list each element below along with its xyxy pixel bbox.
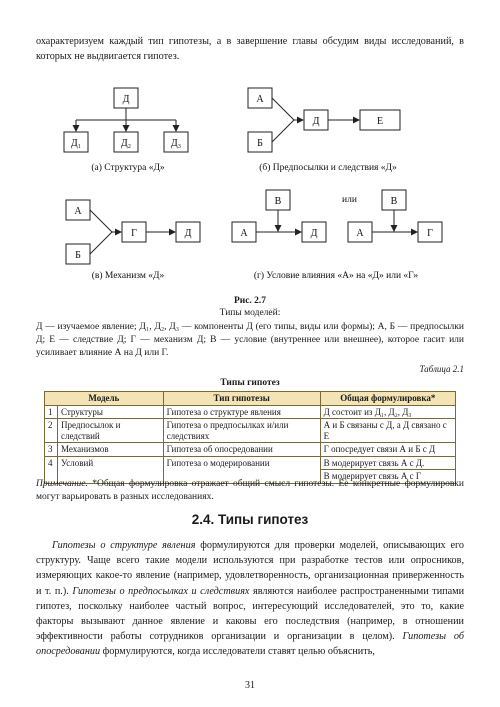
node-v-label: В (390, 196, 398, 207)
figure-subtitle: Типы моделей: (219, 308, 281, 318)
node-a-label: А (74, 206, 82, 217)
row-number: 1 (45, 405, 58, 419)
table-row (45, 405, 456, 419)
table-note (36, 478, 464, 504)
col-type: Тип гипотезы (163, 392, 320, 406)
body-paragraph (36, 538, 464, 660)
node-b-label: Б (257, 138, 263, 149)
diagram-condition (232, 190, 442, 281)
caption-g: (г) Условие влияния «А» на «Д» или «Г» (253, 271, 419, 281)
body-text: формулируются, когда исследователи ставят целью объяснить, (100, 646, 375, 658)
caption-b: (б) Предпосылки и следствия «Д» (259, 163, 397, 173)
model-cell: Механизмов (58, 443, 164, 457)
node-v-label: В (274, 196, 282, 207)
diagram-antecedents (248, 88, 400, 173)
figure-number: Рис. 2.7 (233, 296, 267, 306)
intro-paragraph: охарактеризуем каждый тип гипотезы, а в завершение главы обсудим виды исследований, в которых не выдвигается гипотез. (36, 36, 464, 63)
node-a-label: А (240, 228, 248, 239)
model-cell: Предпосылок и следствий (58, 419, 164, 443)
caption-a: (а) Структура «Д» (91, 163, 165, 173)
caption-v: (в) Механизм «Д» (91, 271, 165, 281)
formulation-cell: Д состоит из Д₁, Д₂, Д₃ (320, 405, 455, 419)
node-d-label: Д (122, 94, 130, 105)
node-d-label: Д (312, 116, 320, 127)
diagram-structure (64, 88, 188, 173)
term-mediation: Гипотезы об опосредовании (36, 631, 464, 658)
row-number: 2 (45, 419, 58, 443)
term-antecedents: Гипотезы о предпосылках и следствиях (72, 585, 250, 597)
term-structure: Гипотезы о структуре явления (52, 540, 196, 551)
row-number: 3 (45, 443, 58, 457)
formulation-cell: В модерирует связь А с Г (320, 470, 455, 484)
row-number: 4 (45, 456, 58, 483)
type-cell: Гипотеза о предпосылках и/или следствиях (163, 419, 320, 443)
model-cell: Условий (58, 456, 164, 483)
node-g-label: Г (427, 228, 433, 239)
formulation-cell: В модерирует связь А с Д. (320, 456, 455, 470)
node-d1-label: Д₁ (70, 138, 82, 149)
node-d-label: Д (310, 228, 318, 239)
type-cell: Гипотеза о структуре явления (163, 405, 320, 419)
node-a-label: А (356, 228, 364, 239)
col-model: Модель (45, 392, 164, 406)
or-label: или (342, 195, 357, 205)
body-text: являются наиболее распространенными типами гипотез, поскольку наиболее частый вопрос, интересующий исследователей, это то, какие факторы вызывают данное явление и каковы его последствия (например, в отношении эффективности работы сотрудников организации и организации в целом). (36, 585, 465, 643)
node-a-label: А (256, 94, 264, 105)
body-text: формулируются для проверки моделей, описывающих его структуру. Чаще всего такие модели используются при разработке тестов или опросников, измеряющих какое-то явление (например, удовлетворенность, организационная приверженность и т. п.). (36, 540, 464, 597)
table-header-row (45, 392, 456, 406)
node-e-label: Е (376, 116, 384, 127)
table-title: Типы гипотез (220, 378, 280, 388)
node-g-label: Г (131, 228, 137, 239)
formulation-cell: Г опосредует связи А и Б с Д (320, 443, 455, 457)
table-number: Таблица 2.1 (419, 364, 464, 374)
model-cell: Структуры (58, 405, 164, 419)
formulation-cell: А и Б связаны с Д, а Д связано с Е (320, 419, 455, 443)
note-label: Примечание. (36, 479, 88, 489)
type-cell: Гипотеза о модерировании (163, 456, 320, 483)
page-number: 31 (245, 680, 255, 691)
node-d-label: Д (184, 228, 192, 239)
table-row (45, 443, 456, 457)
diagram-mechanism (66, 200, 200, 281)
type-cell: Гипотеза об опосредовании (163, 443, 320, 457)
hypotheses-table (44, 391, 456, 484)
node-b-label: Б (75, 250, 81, 261)
figure-legend: Д — изучаемое явление; Д₁, Д₂, Д₃ — компоненты Д (его типы, виды или формы); А, Б — предпосылки Д; Е — следствие Д; Г — механизм Д; В — условие (внутреннее или внешнее), которое гасит или усиливает влияние А на Д или Г. (36, 322, 464, 358)
figure-2-7 (36, 82, 464, 282)
note-text: *Общая формулировка отражает общий смысл гипотезы. Ее конкретные формулировки могут варьировать в разных исследованиях. (36, 479, 464, 502)
table-row (45, 419, 456, 443)
table-row (45, 456, 456, 470)
node-d3-label: Д₃ (170, 138, 182, 149)
section-title: 2.4. Типы гипотез (191, 512, 309, 527)
col-formulation: Общая формулировка* (320, 392, 455, 406)
node-d2-label: Д₂ (120, 138, 132, 149)
